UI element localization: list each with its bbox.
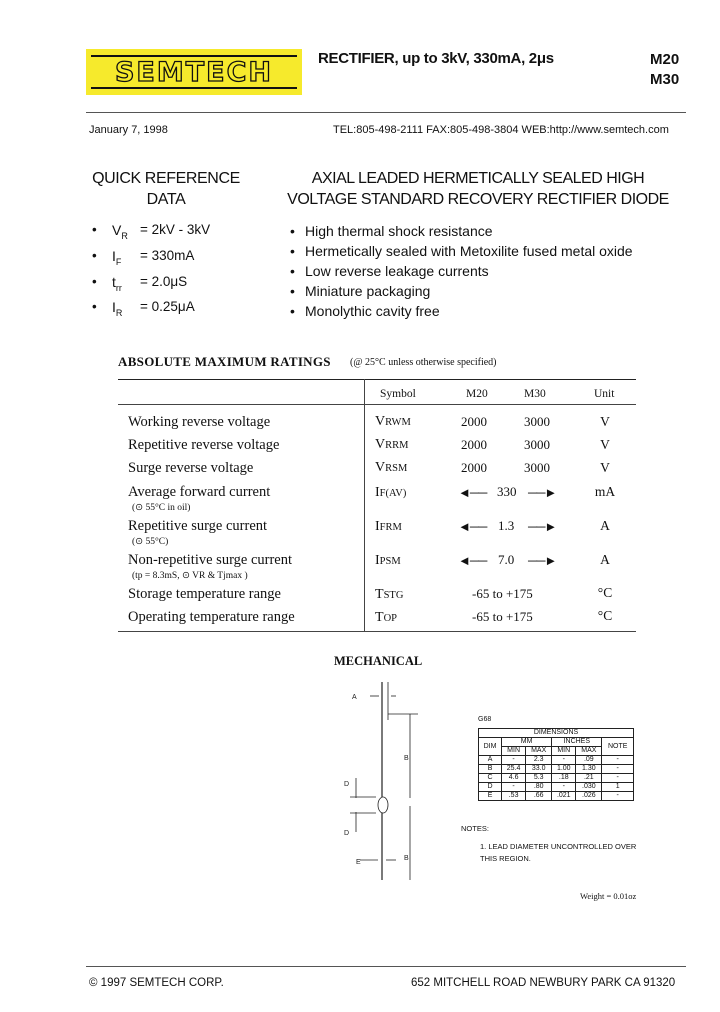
col-dim: DIM bbox=[479, 738, 502, 756]
col-unit: Unit bbox=[594, 388, 615, 400]
group-inches: INCHES bbox=[552, 738, 602, 747]
qr-item: • $I_R$ = 0.25μA bbox=[92, 299, 195, 319]
group-mm: MM bbox=[502, 738, 552, 747]
description-line1: AXIAL LEADED HERMETICALLY SEALED HIGH bbox=[311, 170, 645, 187]
arrow-left-icon: ◄── bbox=[458, 485, 487, 500]
package-code: G68 bbox=[478, 716, 492, 723]
col-max: MAX bbox=[576, 747, 602, 756]
contact-line: TEL:805-498-2111 FAX:805-498-3804 WEB:http://www.semtech.com bbox=[333, 124, 669, 136]
label-d: D bbox=[344, 830, 350, 837]
part-number-m20: M20 bbox=[650, 51, 680, 68]
ratings-condition: (@ 25°C unless otherwise specified) bbox=[350, 357, 497, 368]
quick-reference-list bbox=[92, 220, 210, 323]
value-m30: 3000 bbox=[524, 460, 550, 475]
notes-heading: NOTES: bbox=[461, 824, 489, 833]
ratings-heading: ABSOLUTE MAXIMUM RATINGS bbox=[118, 354, 331, 369]
ratings-bottom-rule bbox=[118, 631, 636, 632]
semtech-logo bbox=[86, 49, 302, 95]
feature-item: • Hermetically sealed with Metoxilite fused metal oxide bbox=[290, 243, 633, 259]
table-row: D - .80 - .030 1 bbox=[479, 783, 634, 792]
value-m30: 3000 bbox=[524, 414, 550, 429]
symbol-top: TOP bbox=[375, 610, 397, 625]
logo-band bbox=[91, 55, 297, 89]
issue-date: January 7, 1998 bbox=[89, 124, 168, 136]
qr-title-line2: DATA bbox=[146, 191, 186, 208]
unit: A bbox=[600, 552, 610, 567]
unit: V bbox=[600, 460, 610, 475]
mechanical-heading: MECHANICAL bbox=[334, 654, 423, 668]
value-m20: 2000 bbox=[461, 414, 487, 429]
ratings-divider bbox=[364, 379, 365, 631]
param-non-repetitive-surge-current: Non-repetitive surge current bbox=[128, 552, 293, 568]
col-min: MIN bbox=[552, 747, 576, 756]
device-description bbox=[268, 168, 688, 210]
col-m20: M20 bbox=[466, 388, 488, 400]
feature-list bbox=[290, 221, 633, 321]
note-1: 1. LEAD DIAMETER UNCONTROLLED OVER THIS REGION. bbox=[480, 842, 637, 863]
dimensions-table bbox=[478, 728, 634, 801]
arrow-left-icon: ◄── bbox=[458, 519, 487, 534]
col-note: NOTE bbox=[602, 738, 634, 756]
symbol-vrsm: VRSM bbox=[375, 460, 408, 475]
qr-item: • $t_{rr}$ = 2.0μS bbox=[92, 273, 188, 293]
value-both: 330 bbox=[497, 484, 517, 499]
value-both: 1.3 bbox=[498, 518, 515, 533]
label-b: B bbox=[404, 755, 409, 762]
quick-reference-title bbox=[86, 168, 246, 210]
col-max: MAX bbox=[526, 747, 552, 756]
label-d: D bbox=[344, 781, 350, 788]
param-repetitive-surge-current: Repetitive surge current bbox=[128, 518, 268, 534]
qr-item: • $I_F$ = 330mA bbox=[92, 247, 195, 267]
footer-rule bbox=[86, 966, 686, 967]
part-number-m30: M30 bbox=[650, 71, 680, 88]
unit: V bbox=[600, 414, 610, 429]
unit: A bbox=[600, 518, 610, 533]
arrow-right-icon: ──► bbox=[528, 553, 557, 568]
document-title: RECTIFIER, up to 3kV, 330mA, 2μs bbox=[318, 50, 554, 67]
feature-item: • Monolythic cavity free bbox=[290, 303, 440, 319]
symbol-vrrm: VRRM bbox=[375, 437, 409, 452]
value-both: -65 to +175 bbox=[472, 586, 533, 601]
col-m30: M30 bbox=[524, 388, 546, 400]
arrow-right-icon: ──► bbox=[528, 519, 557, 534]
unit: mA bbox=[594, 484, 616, 499]
company-address: 652 MITCHELL ROAD NEWBURY PARK CA 91320 bbox=[411, 977, 676, 989]
symbol-ifav: IF(AV) bbox=[375, 485, 407, 500]
qr-title-line1: QUICK REFERENCE bbox=[92, 170, 240, 187]
value-m20: 2000 bbox=[461, 460, 487, 475]
unit: °C bbox=[597, 585, 613, 600]
symbol-tstg: TSTG bbox=[375, 587, 404, 602]
unit: V bbox=[600, 437, 610, 452]
ratings-header-rule bbox=[118, 404, 636, 405]
part-numbers bbox=[650, 50, 679, 90]
feature-item: • Miniature packaging bbox=[290, 283, 431, 299]
ratings-top-rule bbox=[118, 379, 636, 380]
table-title: DIMENSIONS bbox=[479, 729, 634, 738]
logo-text: SEMTECH bbox=[114, 56, 274, 88]
weight: Weight = 0.01oz bbox=[580, 891, 637, 901]
arrow-left-icon: ◄── bbox=[458, 553, 487, 568]
param-surge-reverse-voltage: Surge reverse voltage bbox=[128, 460, 254, 476]
arrow-right-icon: ──► bbox=[528, 485, 557, 500]
param-storage-temperature-range: Storage temperature range bbox=[128, 586, 281, 602]
unit: °C bbox=[597, 608, 613, 623]
label-e: E bbox=[356, 859, 361, 866]
qr-item: • $V_R$ = 2kV - 3kV bbox=[92, 222, 211, 241]
table-row: A - 2.3 - .09 - bbox=[479, 756, 634, 765]
param-repetitive-reverse-voltage: Repetitive reverse voltage bbox=[128, 437, 280, 453]
header-rule bbox=[86, 112, 686, 113]
diode-outline-drawing bbox=[330, 680, 450, 890]
symbol-vrwm: VRWM bbox=[375, 414, 411, 429]
value-m30: 3000 bbox=[524, 437, 550, 452]
value-both: 7.0 bbox=[498, 552, 515, 567]
copyright: © 1997 SEMTECH CORP. bbox=[89, 977, 224, 989]
value-m20: 2000 bbox=[461, 437, 487, 452]
param-note: (⊙ 55°C in oil) bbox=[132, 503, 191, 513]
table-row: B 25.4 33.0 1.00 1.30 - bbox=[479, 765, 634, 774]
table-row: E .53 .66 .021 .026 - bbox=[479, 792, 634, 801]
param-working-reverse-voltage: Working reverse voltage bbox=[128, 414, 271, 430]
description-line2: VOLTAGE STANDARD RECOVERY RECTIFIER DIODE bbox=[287, 191, 669, 208]
param-average-forward-current: Average forward current bbox=[128, 484, 271, 500]
symbol-ipsm: IPSM bbox=[375, 553, 401, 568]
col-symbol: Symbol bbox=[380, 388, 416, 400]
value-both: -65 to +175 bbox=[472, 609, 533, 624]
param-note: (tp = 8.3mS, ⊙ VR & Tjmax ) bbox=[132, 571, 248, 581]
label-a: A bbox=[352, 694, 357, 701]
param-operating-temperature-range: Operating temperature range bbox=[128, 609, 295, 625]
feature-item: • Low reverse leakage currents bbox=[290, 263, 489, 279]
label-b: B bbox=[404, 855, 409, 862]
feature-item: • High thermal shock resistance bbox=[290, 223, 493, 239]
param-note: (⊙ 55°C) bbox=[132, 537, 169, 547]
col-min: MIN bbox=[502, 747, 526, 756]
table-row: C 4.6 5.3 .18 .21 - bbox=[479, 774, 634, 783]
symbol-ifrm: IFRM bbox=[375, 519, 402, 534]
